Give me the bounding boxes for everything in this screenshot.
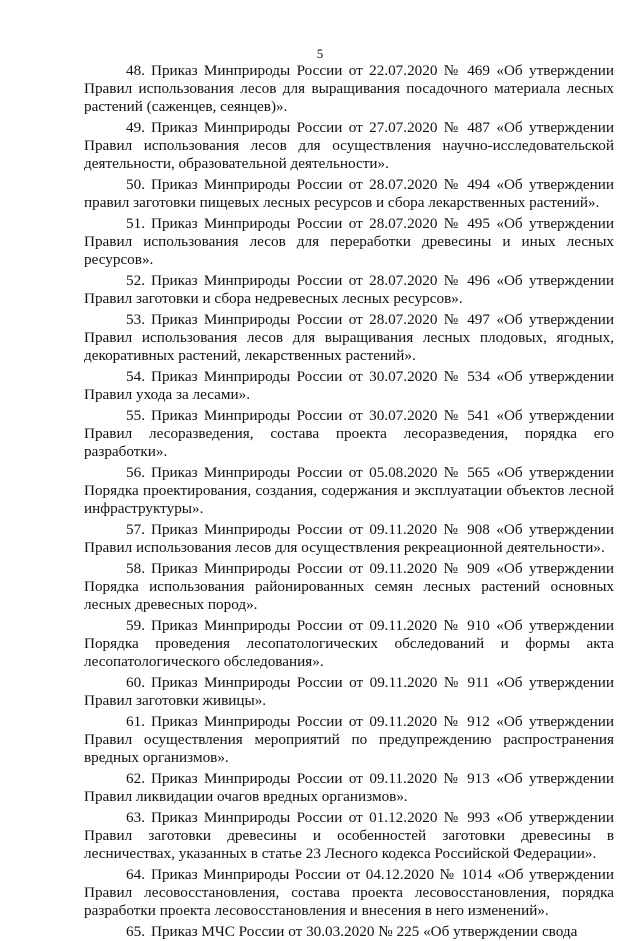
item-text: Приказ Минприроды России от 09.11.2020 № 908 «Об утверждении Правил использования лесов для осуществления рекреационной деятельности». [84,521,614,556]
list-item [84,368,614,404]
item-text: Приказ Минприроды России от 09.11.2020 № 913 «Об утверждении Правил ликвидации очагов вредных организмов». [84,770,614,805]
item-text: Приказ Минприроды России от 01.12.2020 № 993 «Об утверждении Правил заготовки древесины и особенностей заготовки древесины в лесничествах, указанных в статье 23 Лесного кодекса Российской Федерации». [84,809,614,862]
list-item [84,617,614,671]
list-item [84,866,614,920]
list-item [84,521,614,557]
item-text: Приказ Минприроды России от 30.07.2020 № 534 «Об утверждении Правил ухода за лесами». [84,368,614,403]
item-text: Приказ Минприроды России от 09.11.2020 № 912 «Об утверждении Правил осуществления мероприятий по предупреждению распространения вредных организмов». [84,713,614,766]
list-item [84,215,614,269]
item-number: 61. [126,713,145,730]
list-item [84,176,614,212]
item-number: 57. [126,521,145,538]
item-text: Приказ Минприроды России от 28.07.2020 № 495 «Об утверждении Правил использования лесов для переработки древесины и иных лесных ресурсов». [84,215,614,268]
list-item [84,923,614,941]
list-item [84,272,614,308]
item-number: 60. [126,674,145,691]
item-number: 63. [126,809,145,826]
list-item [84,713,614,767]
item-number: 64. [126,866,145,883]
item-number: 58. [126,560,145,577]
list-item [84,464,614,518]
item-number: 54. [126,368,145,385]
item-text: Приказ Минприроды России от 30.07.2020 № 541 «Об утверждении Правил лесоразведения, состава проекта лесоразведения, порядка его разработки». [84,407,614,460]
item-text: Приказ Минприроды России от 05.08.2020 № 565 «Об утверждении Порядка проектирования, создания, содержания и эксплуатации объектов лесной инфраструктуры». [84,464,614,517]
item-text: Приказ Минприроды России от 09.11.2020 № 910 «Об утверждении Порядка проведения лесопатологических обследований и формы акта лесопатологического обследования». [84,617,614,670]
item-number: 52. [126,272,145,289]
item-number: 51. [126,215,145,232]
list-item [84,770,614,806]
item-number: 55. [126,407,145,424]
list-item [84,674,614,710]
order-list [84,62,614,941]
item-number: 59. [126,617,145,634]
list-item [84,560,614,614]
item-text: Приказ Минприроды России от 09.11.2020 № 909 «Об утверждении Порядка использования районированных семян лесных растений основных лесных древесных пород». [84,560,614,613]
item-text: Приказ Минприроды России от 27.07.2020 № 487 «Об утверждении Правил использования лесов для осуществления научно-исследовательской деятельности, образовательной деятельности». [84,119,614,172]
item-number: 53. [126,311,145,328]
item-number: 65. [126,923,145,940]
list-item [84,407,614,461]
item-text: Приказ Минприроды России от 09.11.2020 № 911 «Об утверждении Правил заготовки живицы». [84,674,614,709]
item-number: 56. [126,464,145,481]
page-number: 5 [316,46,324,61]
item-number: 49. [126,119,145,136]
item-number: 50. [126,176,145,193]
item-text: Приказ Минприроды России от 22.07.2020 № 469 «Об утверждении Правил использования лесов для выращивания посадочного материала лесных растений (саженцев, сеянцев)». [84,62,614,115]
list-item [84,809,614,863]
item-text: Приказ Минприроды России от 28.07.2020 № 496 «Об утверждении Правил заготовки и сбора недревесных лесных ресурсов». [84,272,614,307]
list-item [84,119,614,173]
item-number: 62. [126,770,145,787]
item-text: Приказ Минприроды России от 04.12.2020 № 1014 «Об утверждении Правил лесовосстановления, состава проекта лесовосстановления, порядка разработки проекта лесовосстановления и внесения в него изменений». [84,866,614,919]
item-text: Приказ Минприроды России от 28.07.2020 № 494 «Об утверждении правил заготовки пищевых лесных ресурсов и сбора лекарственных растений». [84,176,614,211]
list-item [84,62,614,116]
item-text: Приказ Минприроды России от 28.07.2020 № 497 «Об утверждении Правил использования лесов для выращивания лесных плодовых, ягодных, декоративных растений, лекарственных растений». [84,311,614,364]
item-text: Приказ МЧС России от 30.03.2020 № 225 «Об утверждении свода [150,923,578,940]
list-item [84,311,614,365]
item-number: 48. [126,62,145,79]
